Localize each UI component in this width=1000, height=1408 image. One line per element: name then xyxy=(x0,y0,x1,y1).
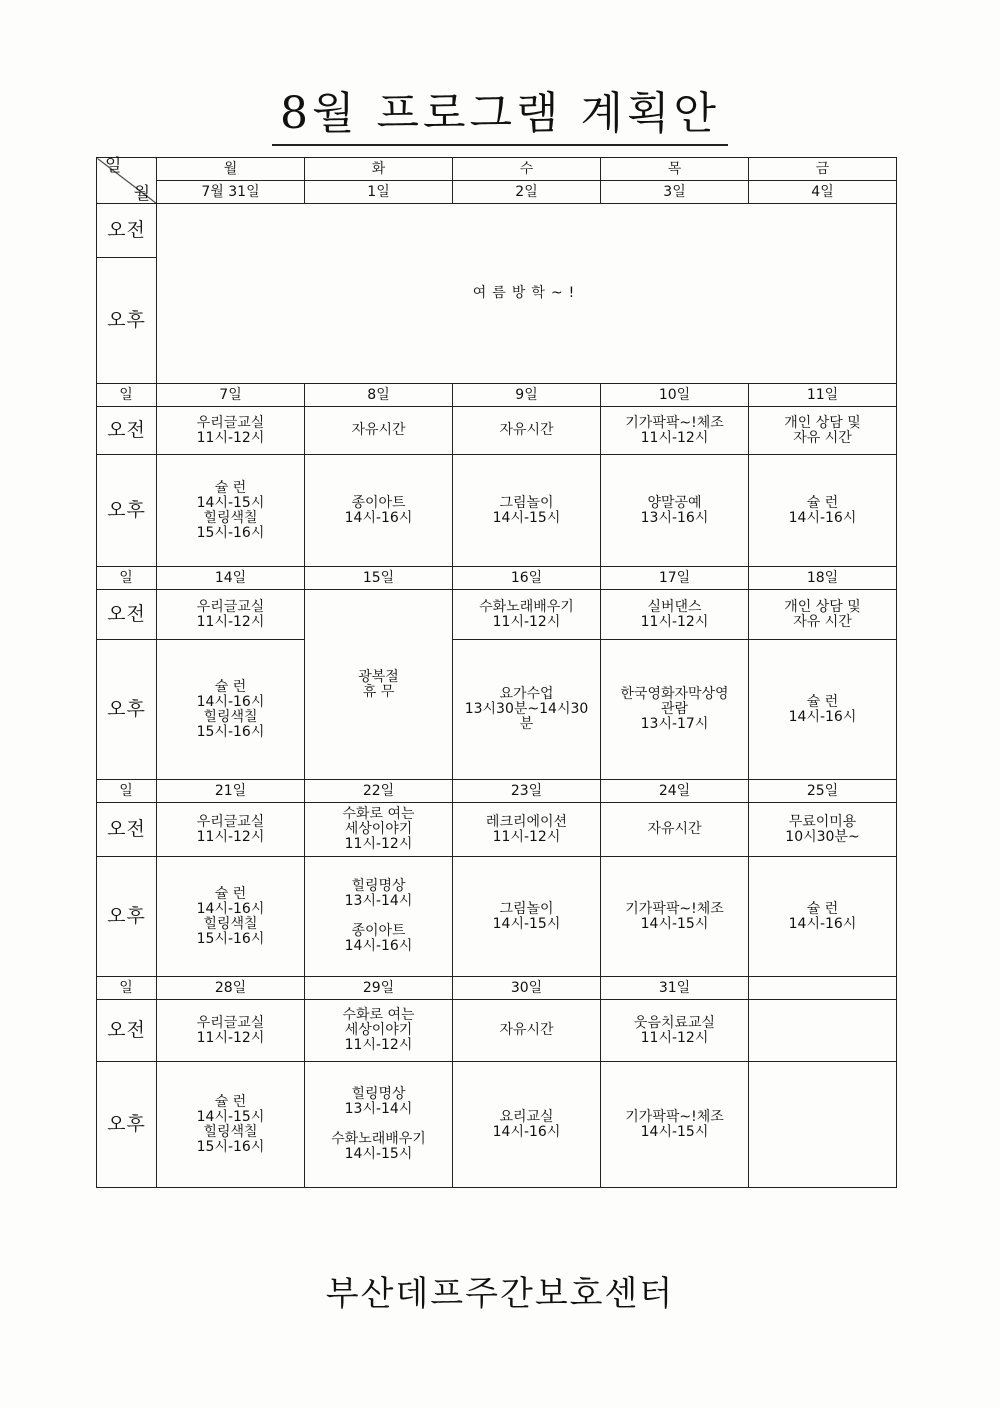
weekday-mon: 월 xyxy=(157,158,305,181)
program-cell: 우리글교실 11시-12시 xyxy=(157,803,305,857)
date-cell: 10일 xyxy=(601,384,749,407)
date-cell: 25일 xyxy=(749,780,897,803)
am-label: 오전 xyxy=(97,590,157,640)
program-cell: 그림놀이 14시-15시 xyxy=(453,857,601,977)
date-cell: 17일 xyxy=(601,567,749,590)
day-label: 일 xyxy=(97,977,157,1000)
week5-date-row xyxy=(97,977,897,1000)
pm-label: 오후 xyxy=(97,1062,157,1188)
program-cell: 슐 런 14시-16시 xyxy=(749,857,897,977)
program-cell: 기가팍팍~!체조 11시-12시 xyxy=(601,407,749,455)
date-cell: 11일 xyxy=(749,384,897,407)
program-cell: 레크리에이션 11시-12시 xyxy=(453,803,601,857)
schedule-table xyxy=(96,157,897,1188)
program-cell: 슐 런 14시-15시 힐링색칠 15시-16시 xyxy=(157,455,305,567)
week5-pm-row xyxy=(97,1062,897,1188)
date-cell: 18일 xyxy=(749,567,897,590)
weekday-header-row xyxy=(97,158,897,181)
program-cell: 자유시간 xyxy=(601,803,749,857)
date-cell: 1일 xyxy=(305,181,453,204)
program-cell: 개인 상담 및 자유 시간 xyxy=(749,590,897,640)
program-cell: 슐 런 14시-16시 힐링색칠 15시-16시 xyxy=(157,640,305,780)
corner-day-label: 일 xyxy=(105,156,122,176)
program-cell: 무료이미용 10시30분~ xyxy=(749,803,897,857)
program-cell: 수화로 여는 세상이야기 11시-12시 xyxy=(305,803,453,857)
week2-date-row xyxy=(97,384,897,407)
weekday-fri: 금 xyxy=(749,158,897,181)
corner-weekday-label: 월 xyxy=(133,184,150,204)
date-cell: 29일 xyxy=(305,977,453,1000)
date-cell: 24일 xyxy=(601,780,749,803)
program-cell: 우리글교실 11시-12시 xyxy=(157,590,305,640)
week4-date-row xyxy=(97,780,897,803)
date-cell: 4일 xyxy=(749,181,897,204)
week2-am-row xyxy=(97,407,897,455)
program-cell: 우리글교실 11시-12시 xyxy=(157,1000,305,1062)
center-name-footer: 부산데프주간보호센터 xyxy=(325,1274,675,1314)
am-label: 오전 xyxy=(97,1000,157,1062)
week1-date-row xyxy=(97,181,897,204)
program-cell: 요리교실 14시-16시 xyxy=(453,1062,601,1188)
week4-am-row xyxy=(97,803,897,857)
program-cell: 슐 런 14시-16시 xyxy=(749,640,897,780)
am-label: 오전 xyxy=(97,204,157,258)
date-cell: 15일 xyxy=(305,567,453,590)
program-cell: 자유시간 xyxy=(453,407,601,455)
corner-header xyxy=(97,158,157,204)
date-cell: 9일 xyxy=(453,384,601,407)
date-cell: 28일 xyxy=(157,977,305,1000)
date-cell: 16일 xyxy=(453,567,601,590)
program-cell: 요가수업 13시30분~14시30 분 xyxy=(453,640,601,780)
program-cell: 기가팍팍~!체조 14시-15시 xyxy=(601,1062,749,1188)
date-cell: 31일 xyxy=(601,977,749,1000)
program-cell: 우리글교실 11시-12시 xyxy=(157,407,305,455)
program-cell: 자유시간 xyxy=(305,407,453,455)
pm-label: 오후 xyxy=(97,857,157,977)
week5-am-row xyxy=(97,1000,897,1062)
week1-am-row xyxy=(97,204,897,258)
program-cell: 슐 런 14시-16시 xyxy=(749,455,897,567)
date-cell: 8일 xyxy=(305,384,453,407)
am-label: 오전 xyxy=(97,407,157,455)
date-cell: 30일 xyxy=(453,977,601,1000)
week4-pm-row xyxy=(97,857,897,977)
date-cell: 22일 xyxy=(305,780,453,803)
program-cell: 수화노래배우기 11시-12시 xyxy=(453,590,601,640)
date-cell: 14일 xyxy=(157,567,305,590)
page-title: 8월 프로그램 계획안 xyxy=(0,84,1000,146)
program-cell: 슐 런 14시-15시 힐링색칠 15시-16시 xyxy=(157,1062,305,1188)
week3-date-row xyxy=(97,567,897,590)
program-cell: 양말공예 13시-16시 xyxy=(601,455,749,567)
weekday-wed: 수 xyxy=(453,158,601,181)
program-cell: 한국영화자막상영 관람 13시-17시 xyxy=(601,640,749,780)
program-cell: 힐링명상 13시-14시 종이아트 14시-16시 xyxy=(305,857,453,977)
date-cell: 21일 xyxy=(157,780,305,803)
program-cell: 웃음치료교실 11시-12시 xyxy=(601,1000,749,1062)
date-cell: 7월 31일 xyxy=(157,181,305,204)
pm-label: 오후 xyxy=(97,640,157,780)
program-cell: 실버댄스 11시-12시 xyxy=(601,590,749,640)
pm-label: 오후 xyxy=(97,455,157,567)
week3-am-row xyxy=(97,590,897,640)
date-cell: 7일 xyxy=(157,384,305,407)
program-cell: 개인 상담 및 자유 시간 xyxy=(749,407,897,455)
program-cell: 자유시간 xyxy=(453,1000,601,1062)
day-label: 일 xyxy=(97,384,157,407)
program-cell: 기가팍팍~!체조 14시-15시 xyxy=(601,857,749,977)
day-label: 일 xyxy=(97,567,157,590)
program-cell xyxy=(749,1000,897,1062)
date-cell: 3일 xyxy=(601,181,749,204)
program-cell: 그림놀이 14시-15시 xyxy=(453,455,601,567)
day-label: 일 xyxy=(97,780,157,803)
pm-label: 오후 xyxy=(97,258,157,384)
date-cell xyxy=(749,977,897,1000)
am-label: 오전 xyxy=(97,803,157,857)
weekday-thu: 목 xyxy=(601,158,749,181)
weekday-tue: 화 xyxy=(305,158,453,181)
week3-pm-row xyxy=(97,640,897,780)
date-cell: 2일 xyxy=(453,181,601,204)
program-cell xyxy=(749,1062,897,1188)
holiday-cell: 광복절 휴 무 xyxy=(305,590,453,780)
week2-pm-row xyxy=(97,455,897,567)
program-cell: 힐링명상 13시-14시 수화노래배우기 14시-15시 xyxy=(305,1062,453,1188)
program-cell: 종이아트 14시-16시 xyxy=(305,455,453,567)
summer-vacation-cell: 여름방학~! xyxy=(157,204,897,384)
date-cell: 23일 xyxy=(453,780,601,803)
program-cell: 슐 런 14시-16시 힐링색칠 15시-16시 xyxy=(157,857,305,977)
program-cell: 수화로 여는 세상이야기 11시-12시 xyxy=(305,1000,453,1062)
